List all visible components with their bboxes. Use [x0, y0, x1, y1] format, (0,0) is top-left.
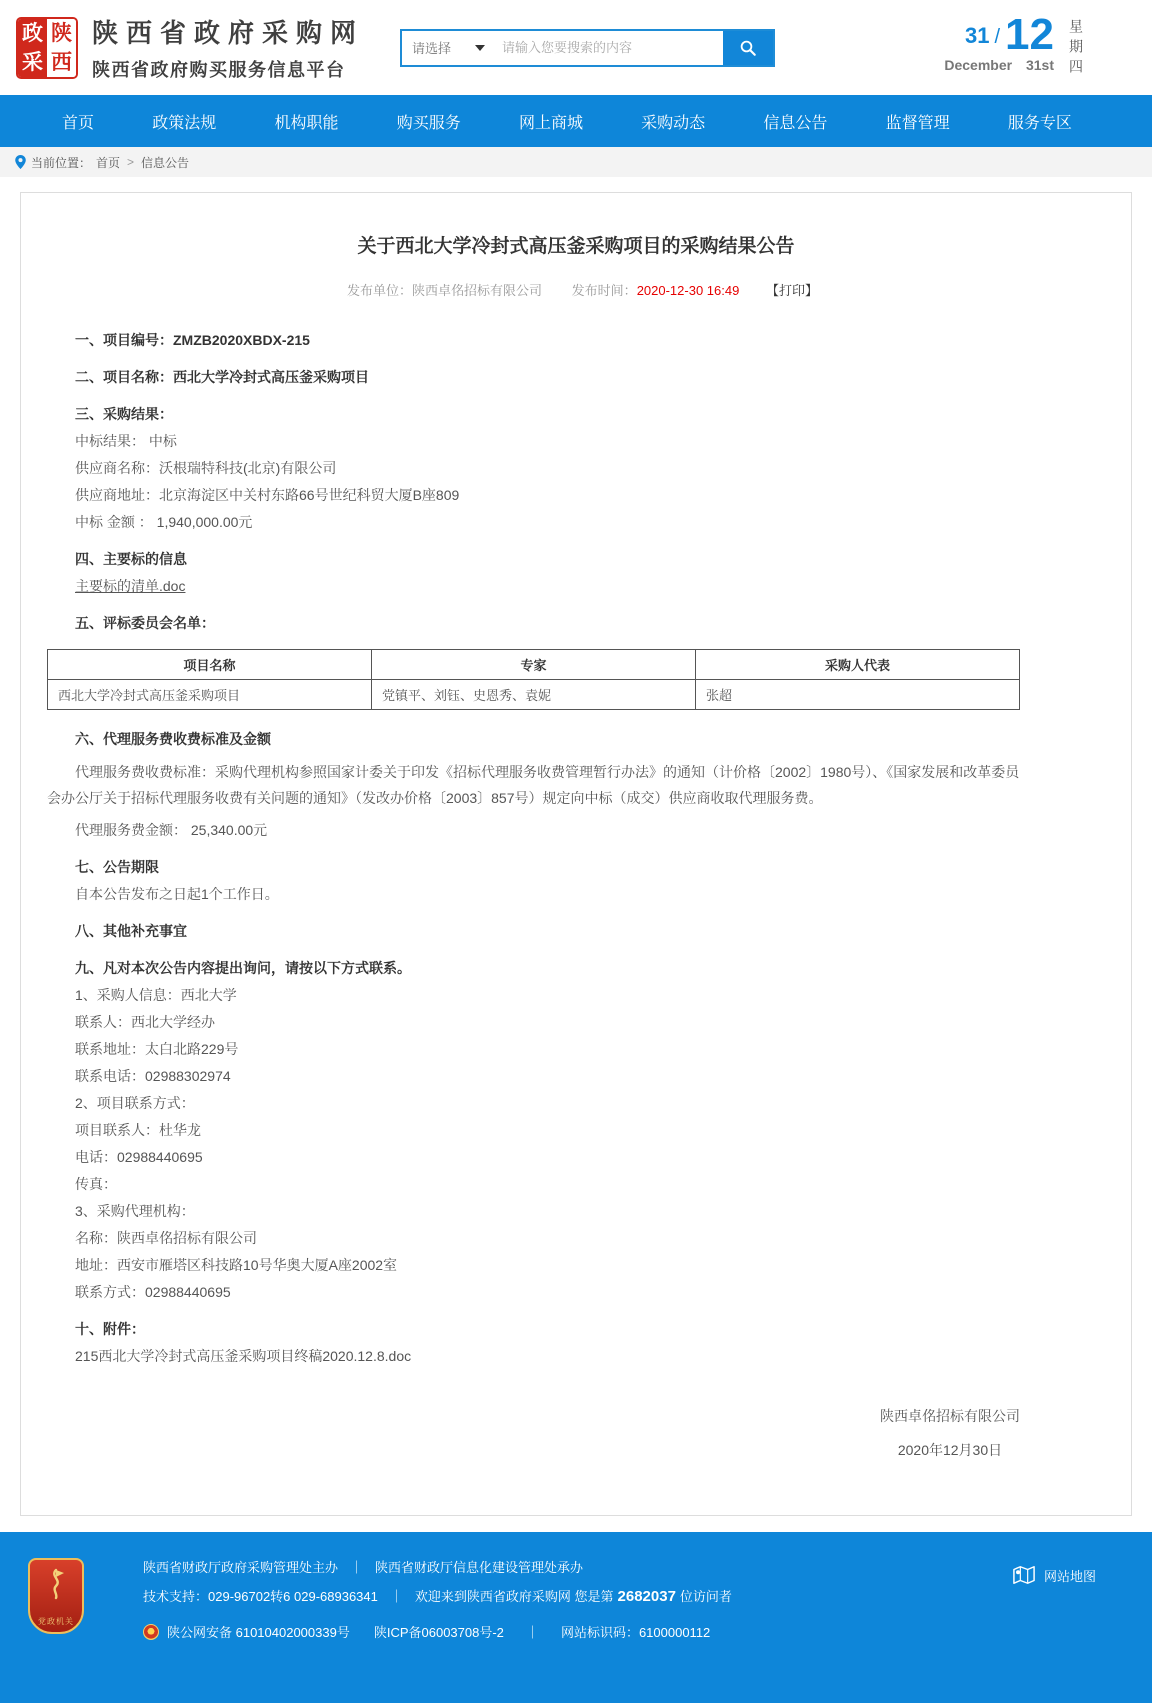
public-security-registration-link[interactable]: 陕公网安备 61010402000339号 [167, 1625, 350, 1640]
contact-line: 项目联系人：杜华龙 [75, 1122, 201, 1138]
site-title: 陕西省政府采购网 [92, 18, 365, 48]
footer-registration-line [143, 1622, 1152, 1641]
col-header-project-name: 项目名称 [48, 650, 372, 680]
contact-line: 1、采购人信息：西北大学 [75, 987, 237, 1003]
article-meta [21, 280, 1131, 299]
icp-registration-link[interactable]: 陕ICP备06003708号-2 [373, 1625, 504, 1640]
footer-tech-support: 技术支持：029-96702转6 029-68936341 [143, 1589, 378, 1604]
final-attachment-link[interactable]: 215西北大学冷封式高压釜采购项目终稿2020.12.8.doc [75, 1348, 412, 1364]
footer-line1 [143, 1558, 735, 1578]
publisher-segment [347, 283, 542, 298]
article-body [47, 333, 1020, 1460]
contact-line: 联系地址：太白北路229号 [75, 1041, 239, 1057]
col-header-experts: 专家 [372, 650, 696, 680]
breadcrumb-separator: > [127, 155, 135, 169]
site-footer [0, 1532, 1152, 1703]
contact-line: 联系方式：02988440695 [75, 1284, 231, 1300]
search-button[interactable] [723, 31, 773, 65]
date-month-name: December [944, 56, 1013, 73]
publisher-value: 陕西卓佲招标有限公司 [412, 283, 543, 298]
contact-line: 3、采购代理机构： [75, 1203, 195, 1219]
search-bar [400, 29, 775, 67]
logo-right-column [47, 19, 76, 77]
signature-date: 2020年12月30日 [897, 1442, 1003, 1458]
footer-visitor-suffix: 位访问者 [679, 1589, 732, 1604]
sitemap-label: 网站地图 [1043, 1568, 1096, 1584]
contact-line: 联系电话：02988302974 [75, 1068, 231, 1084]
cell-purchaser-rep: 张超 [696, 680, 1020, 710]
result-line: 中标 金额 ： 1,940,000.00元 [75, 514, 253, 530]
publish-time-label: 发布时间： [571, 283, 637, 298]
date-day: 31 [965, 22, 990, 48]
agency-fee-amount: 代理服务费金额： 25,340.00元 [75, 822, 268, 838]
location-pin-icon [15, 155, 26, 169]
sitemap-map-icon [1012, 1564, 1036, 1586]
footer-divider: ｜ [525, 1625, 539, 1640]
publish-time-segment [572, 283, 740, 298]
logo-char: 采 [22, 50, 43, 74]
logo-char: 政 [22, 21, 43, 45]
contact-line: 地址：西安市雁塔区科技路10号华奥大厦A座2002室 [75, 1257, 398, 1273]
sitemap-link[interactable] [1012, 1564, 1096, 1586]
government-agency-badge [28, 1558, 84, 1634]
result-line: 中标结果： 中标 [75, 433, 177, 449]
breadcrumb-current-link[interactable]: 信息公告 [141, 155, 190, 170]
section-committee-heading: 五、评标委员会名单： [75, 615, 215, 631]
main-subject-doc-link[interactable]: 主要标的清单.doc [75, 578, 186, 594]
nav-item-announcements[interactable]: 信息公告 [763, 114, 828, 132]
date-widget [944, 9, 1136, 79]
footer-operator-org: 陕西省财政厅信息化建设管理处承办 [375, 1560, 584, 1575]
section-attachments-heading: 十、附件： [75, 1321, 145, 1337]
result-line: 供应商名称：沃根瑞特科技(北京)有限公司 [75, 460, 337, 476]
section-project-name: 二、项目名称：西北大学冷封式高压釜采购项目 [75, 369, 369, 385]
breadcrumb-prefix: 当前位置： [31, 155, 92, 170]
table-header-row [48, 650, 1020, 680]
date-words [944, 57, 1054, 73]
section-result-heading: 三、采购结果： [75, 406, 173, 422]
breadcrumb [0, 147, 1152, 177]
site-header [0, 0, 1152, 95]
announcement-card [20, 192, 1132, 1516]
badge-emblem-icon [43, 1568, 69, 1602]
site-identification-code: 网站标识码：6100000112 [560, 1625, 711, 1640]
cell-project-name: 西北大学冷封式高压釜采购项目 [48, 680, 372, 710]
date-left [944, 9, 1054, 79]
signature-company: 陕西卓佲招标有限公司 [880, 1408, 1020, 1424]
nav-item-home[interactable]: 首页 [62, 114, 95, 132]
search-icon [739, 39, 757, 57]
logo-char: 陕 [51, 21, 72, 45]
brand-block [92, 13, 364, 82]
section-announcement-period-heading: 七、公告期限 [75, 859, 159, 875]
nav-item-online-mall[interactable]: 网上商城 [518, 114, 583, 132]
logo-left-column [18, 19, 47, 77]
footer-welcome-text: 欢迎来到陕西省政府采购网 您是第 [414, 1589, 614, 1604]
search-input[interactable] [494, 31, 723, 65]
section-project-number: 一、项目编号：ZMZB2020XBDX-215 [75, 332, 310, 348]
announcement-period-body: 自本公告发布之日起1个工作日。 [75, 886, 279, 902]
date-month-number: 12 [1005, 9, 1054, 59]
nav-item-service-zone[interactable]: 服务专区 [1007, 114, 1072, 132]
chevron-down-icon [475, 45, 485, 51]
contact-line: 名称：陕西卓佲招标有限公司 [75, 1230, 257, 1246]
nav-item-purchase-services[interactable]: 购买服务 [396, 114, 461, 132]
publisher-label: 发布单位： [347, 283, 413, 298]
footer-divider: ｜ [350, 1560, 364, 1575]
result-line: 供应商地址：北京海淀区中关村东路66号世纪科贸大厦B座809 [75, 487, 460, 503]
nav-item-policies[interactable]: 政策法规 [152, 114, 217, 132]
publish-time-value: 2020-12-30 16:49 [636, 283, 740, 298]
search-category-select[interactable] [402, 31, 494, 65]
agency-fee-standard: 代理服务费收费标准：采购代理机构参照国家计委关于印发《招标代理服务收费管理暂行办法》的通知（计价格〔2002〕1980号）、《国家发展和改革委员会办公厅关于招标代理服务收费有关问题的通知》（发改办价格〔2003〕857号）规定向中标（成交）供应商收取代理服务费。 [47, 764, 1020, 806]
footer-host-org: 陕西省财政厅政府采购管理处主办 [143, 1560, 339, 1575]
signature-inner [880, 1406, 1020, 1460]
section-subject-info-heading: 四、主要标的信息 [75, 551, 187, 567]
contact-line: 电话：02988440695 [75, 1149, 203, 1165]
main-nav [0, 95, 1152, 147]
badge-label: 党政机关 [38, 1617, 74, 1626]
footer-line2 [143, 1587, 735, 1607]
date-weekday: 星期四 [1068, 18, 1084, 79]
page-title: 关于西北大学冷封式高压釜采购项目的采购结果公告 [357, 236, 795, 257]
contact-line: 2、项目联系方式： [75, 1095, 195, 1111]
col-header-purchaser-rep: 采购人代表 [696, 650, 1020, 680]
contact-line: 传真： [75, 1176, 117, 1192]
date-ordinal: 31st [1025, 56, 1054, 73]
search-category-label: 请选择 [412, 41, 452, 56]
nav-item-supervision[interactable]: 监督管理 [885, 114, 950, 132]
site-subtitle: 陕西省政府购买服务信息平台 [92, 60, 346, 80]
committee-table [47, 649, 1020, 710]
logo-char: 西 [51, 50, 72, 74]
visitor-count: 2682037 [617, 1588, 676, 1605]
section-other-matters-heading: 八、其他补充事宜 [75, 923, 187, 939]
table-row [48, 680, 1020, 710]
date-slash: / [994, 25, 1001, 48]
section-inquiry-heading: 九、凡对本次公告内容提出询问，请按以下方式联系。 [75, 960, 411, 976]
site-logo [16, 17, 78, 79]
contact-line: 联系人：西北大学经办 [75, 1014, 215, 1030]
cell-experts: 党镇平、刘钰、史恩秀、袁妮 [372, 680, 696, 710]
signature-block [47, 1406, 1020, 1460]
footer-text-block [143, 1558, 735, 1607]
footer-divider: ｜ [389, 1589, 403, 1604]
breadcrumb-home-link[interactable]: 首页 [96, 155, 121, 170]
nav-item-procurement-news[interactable]: 采购动态 [641, 114, 706, 132]
date-numbers [944, 9, 1054, 59]
section-agency-fee-heading: 六、代理服务费收费标准及金额 [75, 731, 271, 747]
print-button[interactable]: 【打印】 [765, 283, 818, 298]
nav-item-functions[interactable]: 机构职能 [274, 114, 339, 132]
